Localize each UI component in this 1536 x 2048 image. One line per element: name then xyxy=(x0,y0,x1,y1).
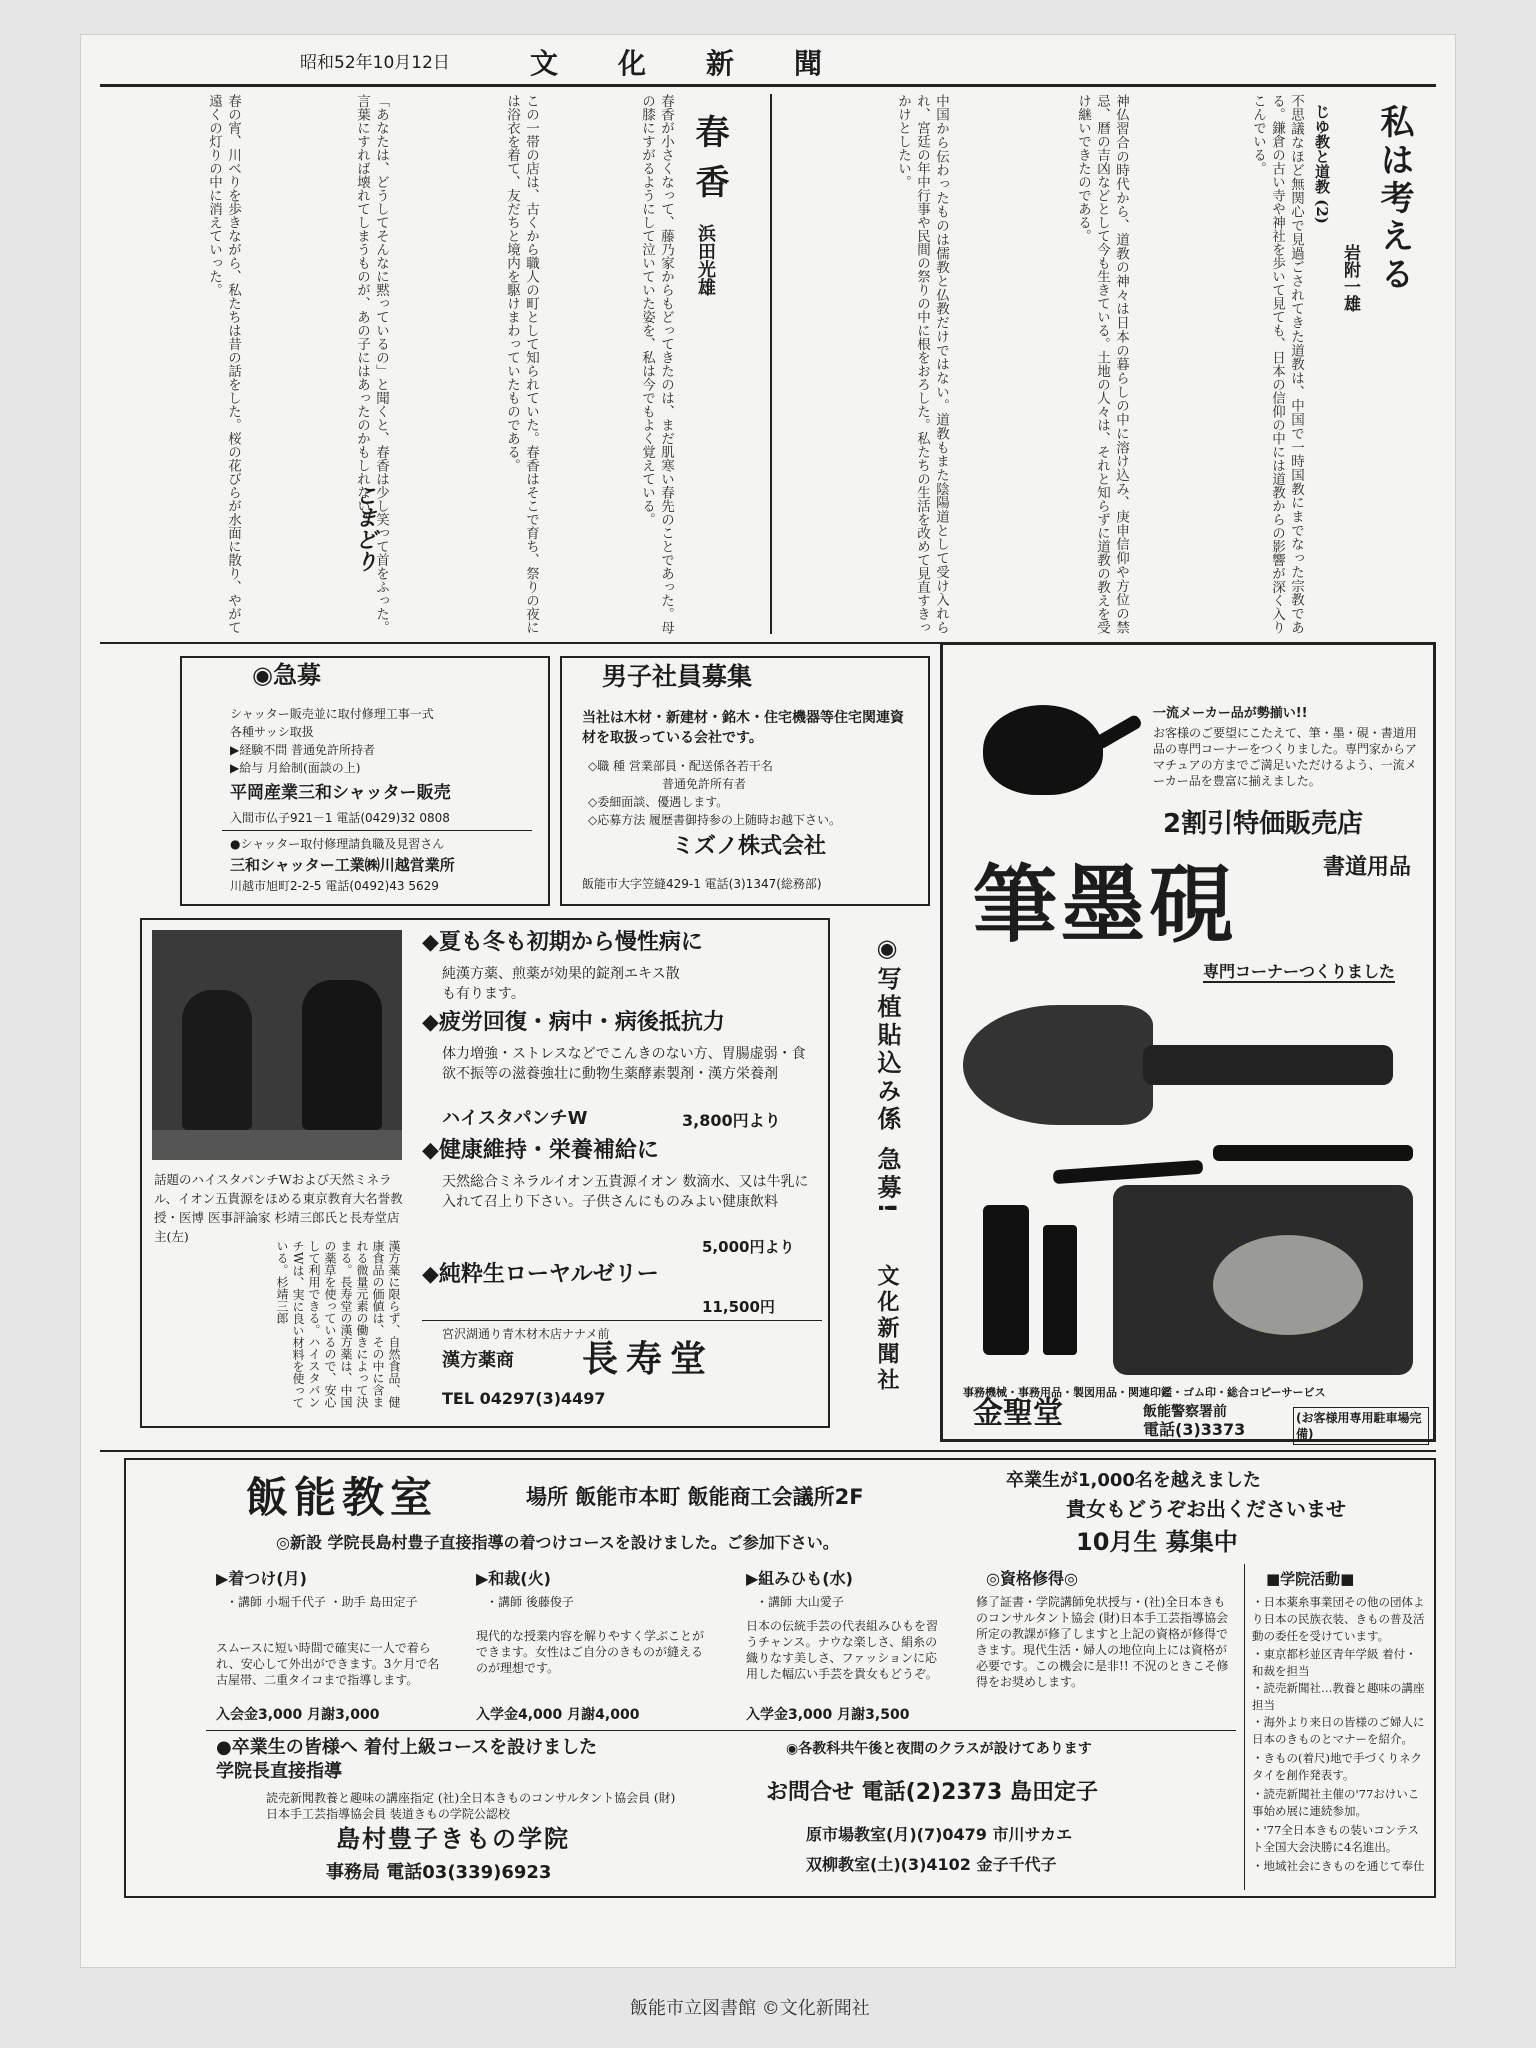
essay-title: 春香 xyxy=(689,114,729,214)
ad-chojudo-h4: ◆純粋生ローヤルゼリー xyxy=(422,1262,659,1287)
license-text: 修了証書・学院講師免状授与・(社)全日本きものコンサルタント協会 (財)日本手工芸指導協会 所定の教課が修了しますと上記の資格が修得できます。現代生活・婦人の地位向上には資格が必要です。この機会に是非!! 不況のときこそ修得をお奨めします。 xyxy=(976,1595,1229,1689)
school-assoc: 読売新聞教養と趣味の講座指定 (社)全日本きものコンサルタント協会員 (財)日本手工芸指導協会員 装道きもの学院公認校 xyxy=(266,1791,676,1821)
ad-mizuno-item-3: ◇委細面談、優遇します。 xyxy=(588,795,729,809)
school-invite: 貴女もどうぞお出くださいませ xyxy=(1066,1497,1346,1521)
ad-chojudo-h3: ◆健康維持・栄養補給に xyxy=(422,1138,659,1163)
course-2-desc: 現代的な授業内容を解りやすく学ぶことができます。女性はご自分のきものが縫えるのが理想です。 xyxy=(476,1629,705,1675)
ad-vertical-company: 文化新聞社 xyxy=(874,1264,900,1394)
footer-credit: 飯能市立図書館 ©文化新聞社 xyxy=(630,1998,870,2019)
column-author: 岩附一雄 xyxy=(1340,244,1360,312)
ad-vertical-recruit: ◉写植貼込み係 急募! xyxy=(873,934,901,1218)
course-1-teacher: ・講師 小堀千代子 ・助手 島田定子 xyxy=(226,1595,418,1609)
ad-mizuno-title: 男子社員募集 xyxy=(602,662,753,691)
ad-kinseido-corner: 専門コーナーつくりました xyxy=(1203,962,1396,981)
activity-7: ・'77全日本きもの装いコンテスト全国大会決勝に4名進出。 xyxy=(1252,1823,1419,1854)
ad-kinseido-note-1: 一流メーカー品が勢揃い!! xyxy=(1153,706,1308,721)
column-divider xyxy=(770,94,772,634)
essay-author: 浜田光雄 xyxy=(695,224,716,296)
school-grads: ●卒業生の皆様へ 着付上級コースを設けました 学院長直接指導 xyxy=(216,1737,598,1782)
ad-chojudo-shop-kind: 漢方薬商 xyxy=(442,1350,514,1371)
ad-mizuno xyxy=(560,656,930,906)
course-1-desc: スムースに短い時間で確実に一人で着られ、安心して外出ができます。3ケ月で名古屋帯、二重タイコまで指導します。 xyxy=(216,1641,440,1687)
column-text-1: 不思議なほど無関心で見過ごされてきた道教は、中国で一時国教にまでなった宗教である。鎌倉の古い寺や神社を歩いて見ても、日本の信仰の中には道教からの影響が深く入りこんでいる。 xyxy=(1250,94,1304,634)
license-title: ◎資格修得◎ xyxy=(986,1569,1078,1588)
activity-3: ・読売新聞社…教養と趣味の講座担当 xyxy=(1252,1681,1425,1712)
ad-kinseido xyxy=(940,642,1436,1442)
activity-5: ・きもの(着尺)地で手づくりネクタイを創作発表す。 xyxy=(1252,1751,1422,1782)
school-name: 島村豊子きもの学院 xyxy=(336,1825,570,1853)
essay-text-4: 春の宵、川べりを歩きながら、私たちは昔の話をした。桜の花びらが水面に散り、やがて遠くの灯りの中に消えていった。 xyxy=(206,94,241,634)
photo-interview xyxy=(152,930,402,1160)
ad-mizuno-item-2: 普通免許所有者 xyxy=(662,777,747,791)
ad-kinseido-shop: 金聖堂 xyxy=(973,1396,1063,1431)
ad-shutter-company: 平岡産業三和シャッター販売 xyxy=(230,783,451,803)
ad-shutter-line-2: 各種サッシ取扱 xyxy=(230,725,314,739)
activity-6: ・読売新聞社主催の'77おけいこ事始め展に連続参加。 xyxy=(1252,1787,1420,1818)
course-3-desc: 日本の伝統手芸の代表組みひもを習うチャンス。ナウな楽しさ、絹糸の織りなす美しさ、ファッションに応用した幅広い手芸を貴女もどうぞ。 xyxy=(746,1619,939,1681)
school-office: 事務局 電話03(339)6923 xyxy=(326,1862,552,1883)
issue-date: 昭和52年10月12日 xyxy=(300,53,450,73)
ad-kinseido-services: 事務機械・事務用品・製図用品・関連印鑑・ゴム印・総合コピーサービス xyxy=(963,1386,1326,1399)
ad-kimono-school xyxy=(124,1458,1436,1898)
ad-chojudo-h2: ◆疲労回復・病中・病後抵抗力 xyxy=(422,1010,725,1035)
school-place: 場所 飯能市本町 飯能商工会議所2F xyxy=(526,1485,864,1509)
ad-chojudo-tel: TEL 04297(3)4497 xyxy=(442,1389,606,1408)
ad-mizuno-intro: 当社は木材・新建材・銘木・住宅機器等住宅関連資材を取扱っている会社です。 xyxy=(582,710,904,746)
course-3-teacher: ・講師 大山愛子 xyxy=(756,1595,844,1609)
ad-chojudo-price-1: 3,800円より xyxy=(682,1111,781,1130)
brush-image xyxy=(963,1005,1153,1125)
column-subtitle: じゆ教と道教 (2) xyxy=(1313,104,1331,224)
ink-stick-image xyxy=(983,1205,1029,1355)
school-grad: 卒業生が1,000名を越えました xyxy=(1006,1470,1261,1491)
ad-chojudo-price-3: 11,500円 xyxy=(702,1298,775,1316)
ad-kinseido-category: 書道用品 xyxy=(1323,855,1412,880)
ad-chojudo-h1: ◆夏も冬も初期から慢性病に xyxy=(422,930,703,955)
ad-mizuno-address: 飯能市大字笠縫429-1 電話(3)1347(総務部) xyxy=(582,877,822,891)
school-title: 飯能教室 xyxy=(246,1473,439,1522)
activity-2: ・東京都杉並区青年学級 着付・和裁を担当 xyxy=(1252,1647,1417,1678)
course-2-teacher: ・講師 後藤俊子 xyxy=(486,1595,574,1609)
ad-chojudo-t1: 純漢方薬、煎薬が効果的錠剤エキス散も有ります。 xyxy=(442,966,680,1002)
ad-shutter xyxy=(180,656,550,906)
ad-chojudo-caption: 話題のハイスタパンチWおよび天然ミネラル、イオン五貴源をほめる東京教育大名誉教授・医博 医事評論家 杉靖三郎氏と長寿堂店主(左) xyxy=(154,1172,403,1244)
column-text-2: 神仏習合の時代から、道教の神々は日本の暮らしの中に溶け込み、庚申信仰や方位の禁忌、暦の吉凶などとして今も生きている。土地の人々は、それと知らずに道教の教えを受け継いできたのである。 xyxy=(1075,94,1129,634)
ad-chojudo-t3: 天然総合ミネラルイオン五貴源イオン 数滴水、又は牛乳に入れて召上り下さい。子供さんにものみよい健康飲料 xyxy=(442,1174,809,1210)
activity-8: ・地域社会にきものを通じて奉仕 xyxy=(1252,1859,1425,1873)
course-3-fee: 入学金3,000 月謝3,500 xyxy=(746,1707,910,1723)
activity-4: ・海外より来日の皆様のご婦人に日本のきものとマナーを紹介。 xyxy=(1252,1715,1425,1746)
course-2-fee: 入学金4,000 月謝4,000 xyxy=(476,1707,640,1723)
ad-shutter-note: ●シャッター取付修理請負職及見習さん xyxy=(230,837,445,851)
school-contact: お問合せ 電話(2)2373 島田定子 xyxy=(766,1780,1098,1805)
ad-mizuno-item-1: ◇職 種 営業部員・配送係各若干名 xyxy=(588,759,773,773)
ad-kinseido-big: 筆墨硯 xyxy=(973,856,1238,954)
ad-chojudo-shop: 長寿堂 xyxy=(582,1339,715,1380)
school-month: 10月生 募集中 xyxy=(1076,1528,1238,1556)
ad-shutter-line-3: ▶経験不問 普通免許所持者 xyxy=(230,743,376,757)
ad-mizuno-company: ミズノ株式会社 xyxy=(672,834,827,859)
ad-chojudo-location: 宮沢湖通り青木材木店ナナメ前 xyxy=(442,1327,610,1341)
ad-shutter-company-2: 三和シャッター工業㈱川越営業所 xyxy=(230,856,455,874)
ad-chojudo-quote: 漢方薬に限らず、自然食品、健康食品の価値は、その中に含まれる微量元素の働きによって決まる。長寿堂の漢方薬は、中国の薬草を使っているので、安心して利用できる。ハイスタパンチWは、実に良い材料を使っている。杉靖三郎 xyxy=(275,1240,401,1409)
ad-shutter-address-2: 川越市旭町2-2-5 電話(0492)43 5629 xyxy=(230,879,439,893)
ad-kinseido-location: 飯能警察署前 xyxy=(1143,1404,1227,1420)
teapot-image xyxy=(983,705,1103,795)
ad-shutter-line-4: ▶給与 月給制(面談の上) xyxy=(230,761,361,775)
column-heading: 私は考える xyxy=(1374,104,1414,294)
activity-1: ・日本薬糸事業団その他の団体より日本の民族衣装、きもの普及活動の委任を受けています。 xyxy=(1252,1595,1425,1643)
header-rule xyxy=(100,84,1436,87)
newspaper-title: 文化新聞 xyxy=(530,47,883,80)
ad-kinseido-parking: (お客様用専用駐車場完備) xyxy=(1293,1407,1429,1445)
ad-shutter-line-1: シャッター販売並に取付修理工事一式 xyxy=(230,707,434,721)
ad-kinseido-tel: 電話(3)3373 xyxy=(1143,1420,1246,1439)
column-text-3: 中国から伝わったものは儒教と仏教だけではない。道教もまた陰陽道として受け入れられ、宮廷の年中行事や民間の祭りの中に根をおろした。私たちの生活を改めて見直すきっかけとしたい。 xyxy=(895,94,949,634)
ad-chojudo xyxy=(140,918,830,1428)
newspaper-page xyxy=(80,34,1456,1968)
school-classes: ◉各教科共午後と夜間のクラスが設けてあります xyxy=(786,1741,1092,1757)
ad-shutter-title: ◉急募 xyxy=(252,661,321,689)
ad-chojudo-price-2: 5,000円より xyxy=(702,1238,795,1256)
essay-text-2: この一帯の店は、古くから職人の町として知られていた。春香はそこで育ち、祭りの夜には浴衣を着て、友だちと境内を駆けまわっていたものである。 xyxy=(504,94,539,634)
school-branch-1: 原市場教室(月)(7)0479 市川サカエ xyxy=(806,1825,1073,1844)
school-new: ◎新設 学院長島村豊子直接指導の着つけコースを設けました。ご参加下さい。 xyxy=(276,1533,839,1552)
essay-text-1: 春香が小さくなって、藤乃家からもどってきたのは、まだ肌寒い春先のことであった。母の膝にすがるようにして泣いていた姿を、私は今でもよく覚えている。 xyxy=(639,94,674,634)
ad-chojudo-t2: 体力増強・ストレスなどでこんきのない方、胃腸虚弱・食欲不振等の滋養強壮に動物生薬酵素製剤・漢方栄養剤 xyxy=(442,1046,806,1082)
course-3-name: ▶組みひも(水) xyxy=(746,1569,853,1588)
course-1-fee: 入会金3,000 月謝3,000 xyxy=(216,1707,380,1723)
course-2-name: ▶和裁(火) xyxy=(476,1569,551,1588)
ad-chojudo-product: ハイスタパンチW xyxy=(442,1108,588,1129)
essay-text-3: 「あなたは、どうしてそんなに黙っているの」と聞くと、春香は少し笑って首をふった。言葉にすれば壊れてしまうものが、あの子にはあったのかもしれない。 xyxy=(354,94,389,634)
course-1-name: ▶着つけ(月) xyxy=(216,1569,307,1588)
ad-kinseido-note-2: お客様のご要望にこたえて、筆・墨・硯・書道用品の専門コーナーをつくりました。専門家からアマチュアの方までご満足いただけるよう、一流メーカー品を豊富に揃えました。 xyxy=(1153,726,1418,788)
activity-title: ■学院活動■ xyxy=(1266,1570,1355,1588)
school-branch-2: 双柳教室(土)(3)4102 金子千代子 xyxy=(806,1855,1057,1874)
ad-kinseido-sale: 2割引特価販売店 xyxy=(1163,809,1364,839)
ad-mizuno-item-4: ◇応募方法 履歴書御持参の上随時お越下さい。 xyxy=(588,813,842,827)
essay-signature: こまどり xyxy=(352,484,378,572)
ad-shutter-address: 入間市仏子921－1 電話(0429)32 0808 xyxy=(230,811,450,825)
